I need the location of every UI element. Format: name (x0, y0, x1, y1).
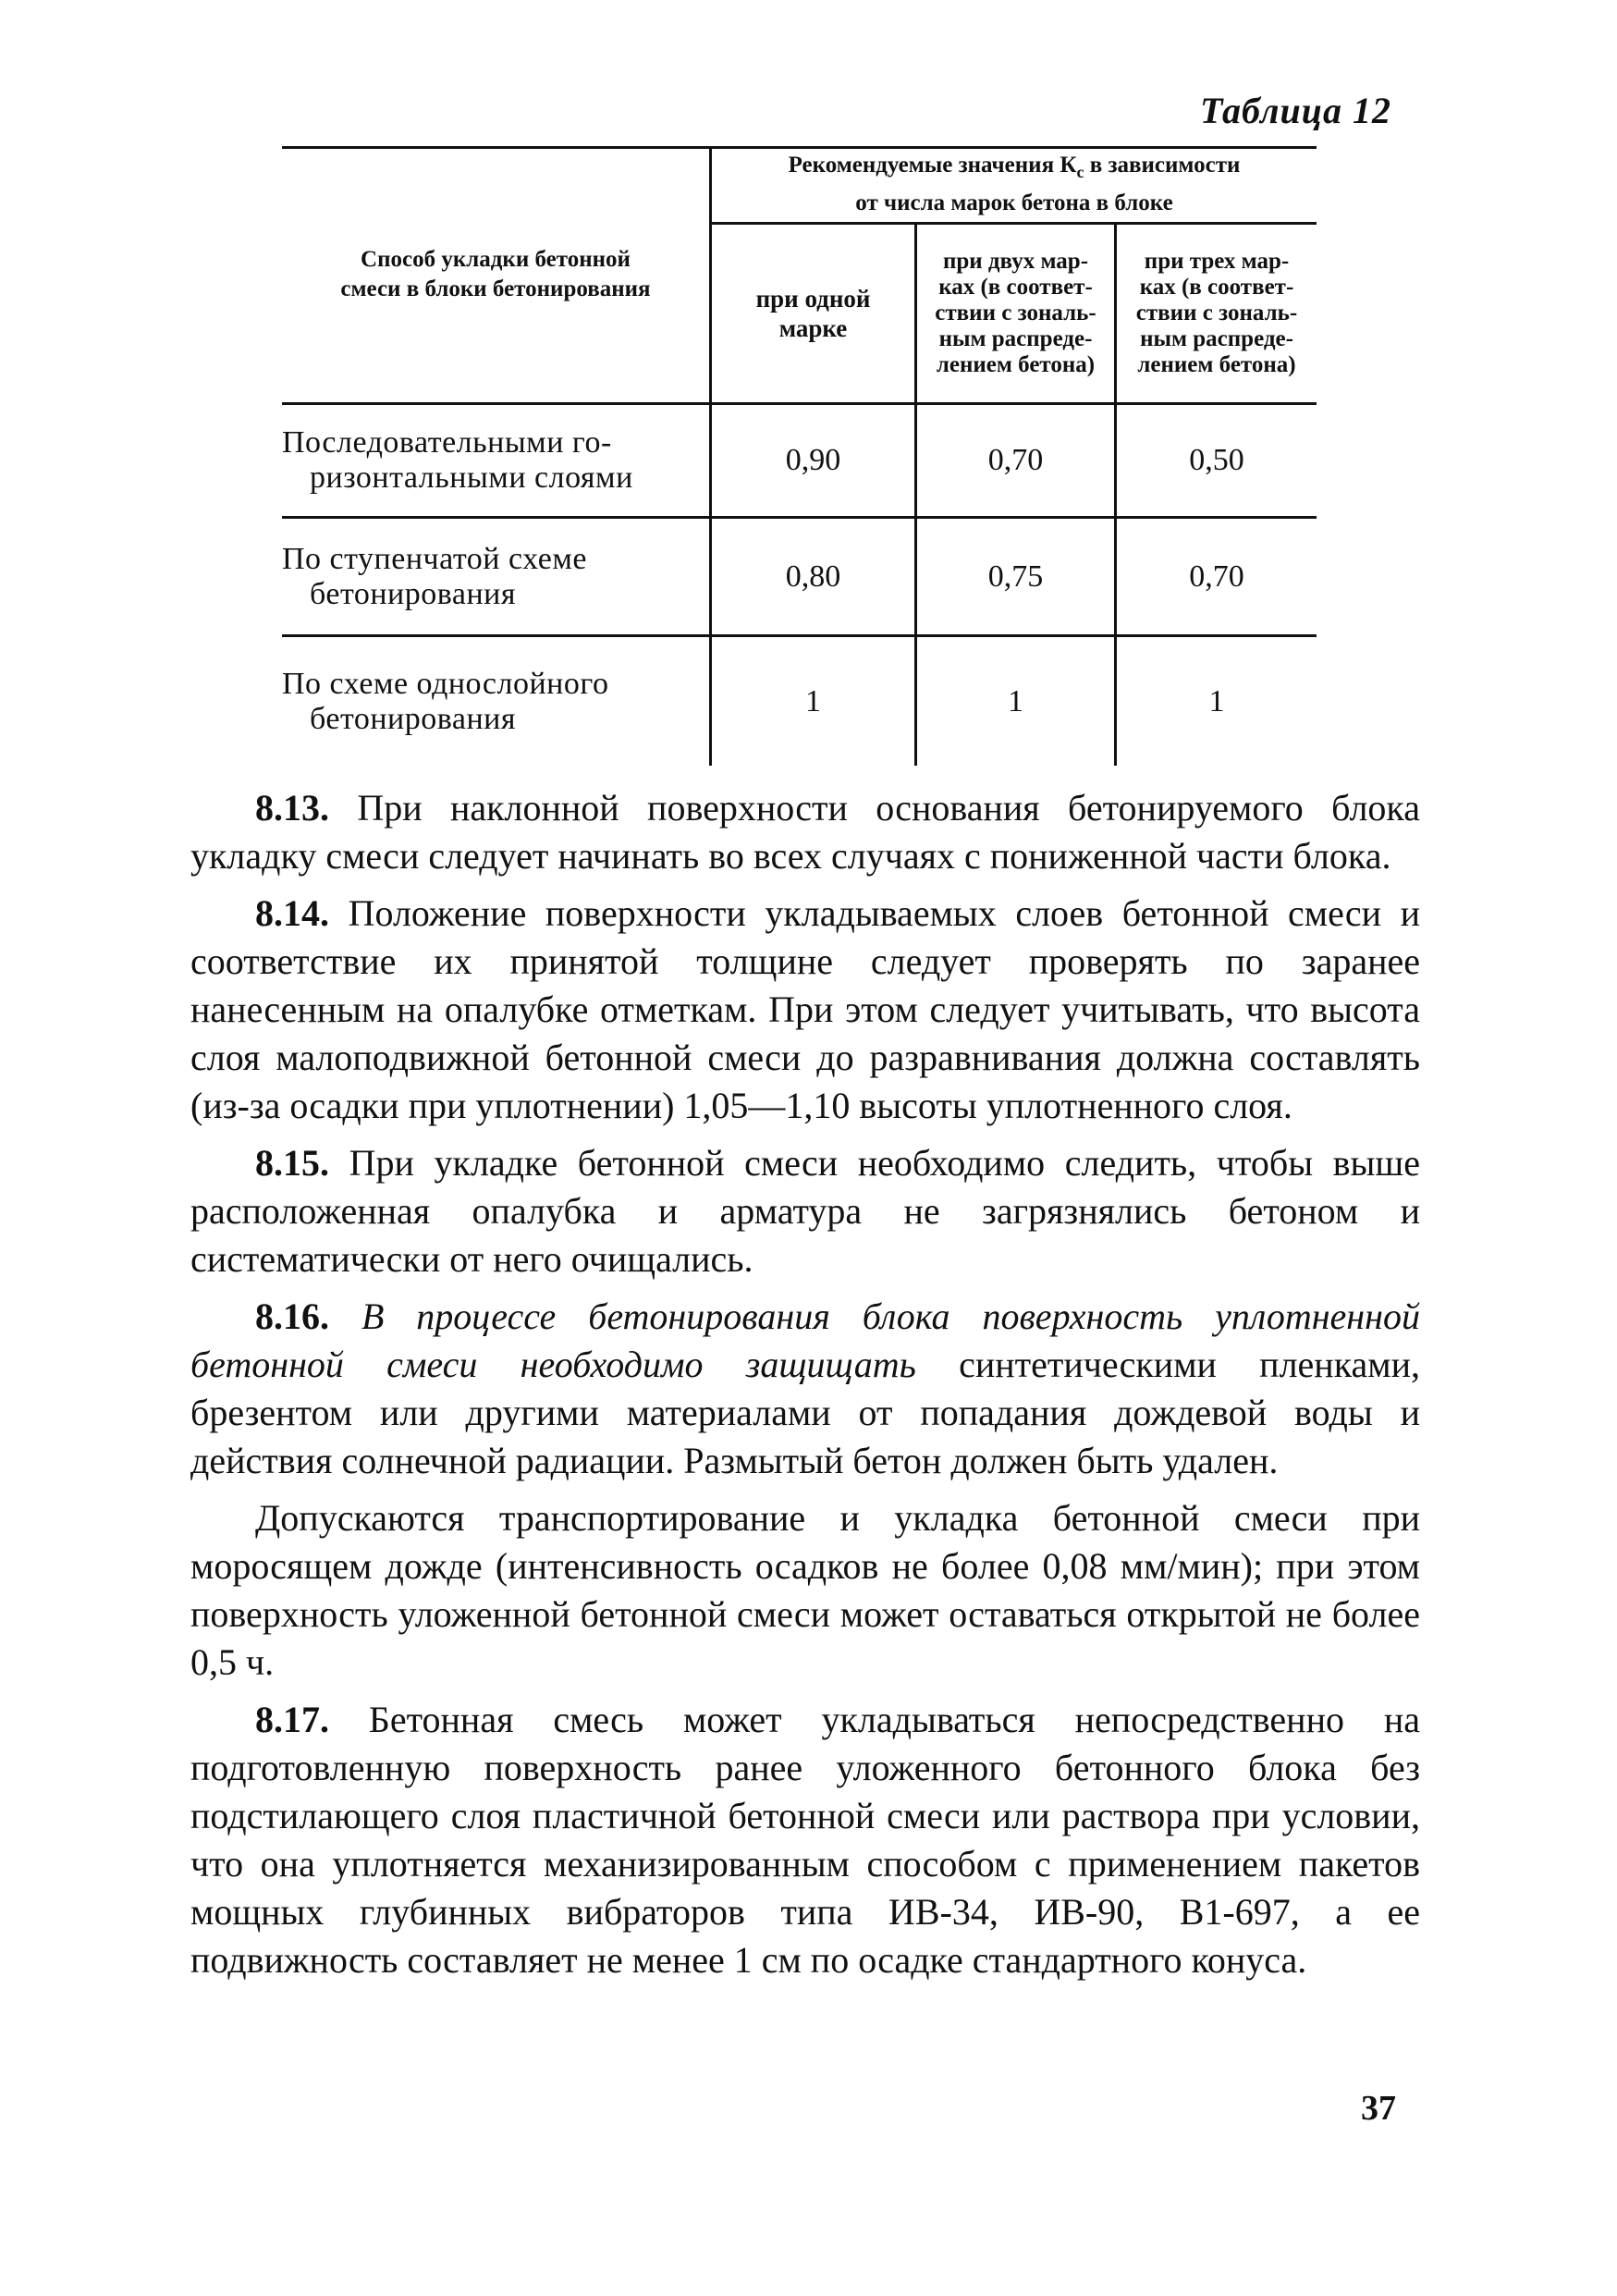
row-label-line: Последовательными го- (282, 425, 612, 460)
header-col-one-grade (712, 225, 914, 402)
table-cell: 1 (805, 683, 821, 718)
header-group-subscript: с (1076, 162, 1084, 181)
row-label-line: бетонирования (310, 701, 516, 736)
header-method-line: смеси в блоки бетонирования (340, 276, 651, 301)
table-cell: 0,90 (785, 443, 841, 477)
header-method (282, 146, 709, 402)
header-col-line: ках (в соответ- (1139, 275, 1294, 300)
header-col-three-grades (1117, 225, 1317, 402)
table-cell: 0,75 (987, 559, 1044, 594)
header-col-line: при одной (755, 285, 871, 313)
header-col-line: при трех мар- (1144, 249, 1290, 274)
header-group-line: в зависимости (1089, 152, 1241, 178)
table-cell: 1 (1208, 683, 1225, 718)
header-col-line: ках (в соответ- (938, 275, 1093, 300)
row-label (282, 519, 709, 634)
header-group-line: Рекомендуемые значения К (788, 152, 1077, 178)
row-label (282, 405, 709, 516)
row-label-line: бетонирования (310, 576, 516, 611)
header-col-line: лением бетона) (936, 352, 1096, 377)
paragraph-text: Бетонная смесь может укладываться непосредственно на подготовленную поверхность ранее уложенного бетонного блока без подстилающего слоя пластичной бетонной смеси или раствора при условии, что она уплотняется механизированным способом с применением пакетов мощных глубинных вибраторов типа ИВ-34, ИВ-90, В1-697, а ее подвижность составляет не менее 1 см по осадке стандартного конуса. (190, 1699, 1420, 1981)
table-cell: 0,70 (987, 443, 1044, 477)
header-col-line: ным распреде- (1140, 326, 1293, 351)
paragraph (190, 784, 1420, 880)
header-group (712, 146, 1317, 222)
paragraph-number: 8.13. (255, 787, 329, 829)
paragraph (190, 1139, 1420, 1283)
table-cell: 0,80 (785, 559, 841, 594)
header-method-line: Способ укладки бетонной (361, 246, 631, 272)
header-col-line: ствии с зональ- (1135, 301, 1298, 325)
paragraph (190, 1293, 1420, 1485)
paragraph-text: Положение поверхности укладываемых слоев бетонной смеси и соответствие их принятой толщине следует проверять по заранее нанесенным на опалубке отметкам. При этом следует учитывать, что высота слоя малоподвижной бетонной смеси до разравнивания должна составлять (из-за осадки при уплотнении) 1,05—1,10 высоты уплотненного слоя. (190, 892, 1421, 1126)
table-caption: Таблица 12 (1200, 90, 1391, 131)
header-col-line: при двух мар- (942, 249, 1089, 274)
page-number: 37 (1361, 2089, 1396, 2128)
paragraph-number: 8.15. (255, 1142, 329, 1184)
header-col-line: марке (778, 314, 848, 342)
table-cell: 0,50 (1189, 443, 1244, 477)
table-cell: 1 (1008, 683, 1023, 718)
header-col-line: ствии с зональ- (935, 301, 1096, 325)
row-label-line: ризонтальными слоями (310, 460, 633, 495)
table-cell: 0,70 (1189, 559, 1244, 594)
paragraph-number: 8.14. (255, 892, 329, 934)
paragraph-number: 8.17. (255, 1699, 329, 1740)
coefficient-table (282, 146, 1317, 766)
paragraph (190, 890, 1420, 1130)
header-col-two-grades (917, 225, 1114, 402)
paragraph-number: 8.16. (255, 1295, 329, 1337)
paragraph-italic-text: В процессе бетонирования блока поверхность уплотненной бетонной смеси необходимо защищать (190, 1295, 1420, 1385)
paragraph-text: При укладке бетонной смеси необходимо следить, чтобы выше расположенная опалубка и арматура не загрязнялись бетоном и систематически от него очищались. (190, 1142, 1420, 1280)
header-group-line: от числа марок бетона в блоке (855, 190, 1173, 215)
header-col-line: лением бетона) (1137, 352, 1296, 377)
paragraph-text: Допускаются транспортирование и укладка бетонной смеси при моросящем дожде (интенсивность осадков не более 0,08 мм/мин); при этом поверхность уложенной бетонной смеси может оставаться открытой не более 0,5 ч. (190, 1497, 1420, 1683)
header-col-line: ным распреде- (938, 326, 1093, 351)
row-label-line: По схеме однослойного (282, 666, 609, 701)
paragraph-text: синтетическими пленками, брезентом или другими материалами от попадания дождевой воды и действия солнечной радиации. Размытый бетон должен быть удален. (190, 1344, 1420, 1481)
row-label (282, 637, 709, 766)
row-label-line: По ступенчатой схеме (282, 541, 587, 576)
paragraph-text: При наклонной поверхности основания бетонируемого блока укладку смеси следует начинать во всех случаях с пониженной части блока. (190, 787, 1420, 877)
paragraph (190, 1696, 1420, 1984)
paragraph (190, 1494, 1420, 1687)
body-text (190, 784, 1420, 1994)
